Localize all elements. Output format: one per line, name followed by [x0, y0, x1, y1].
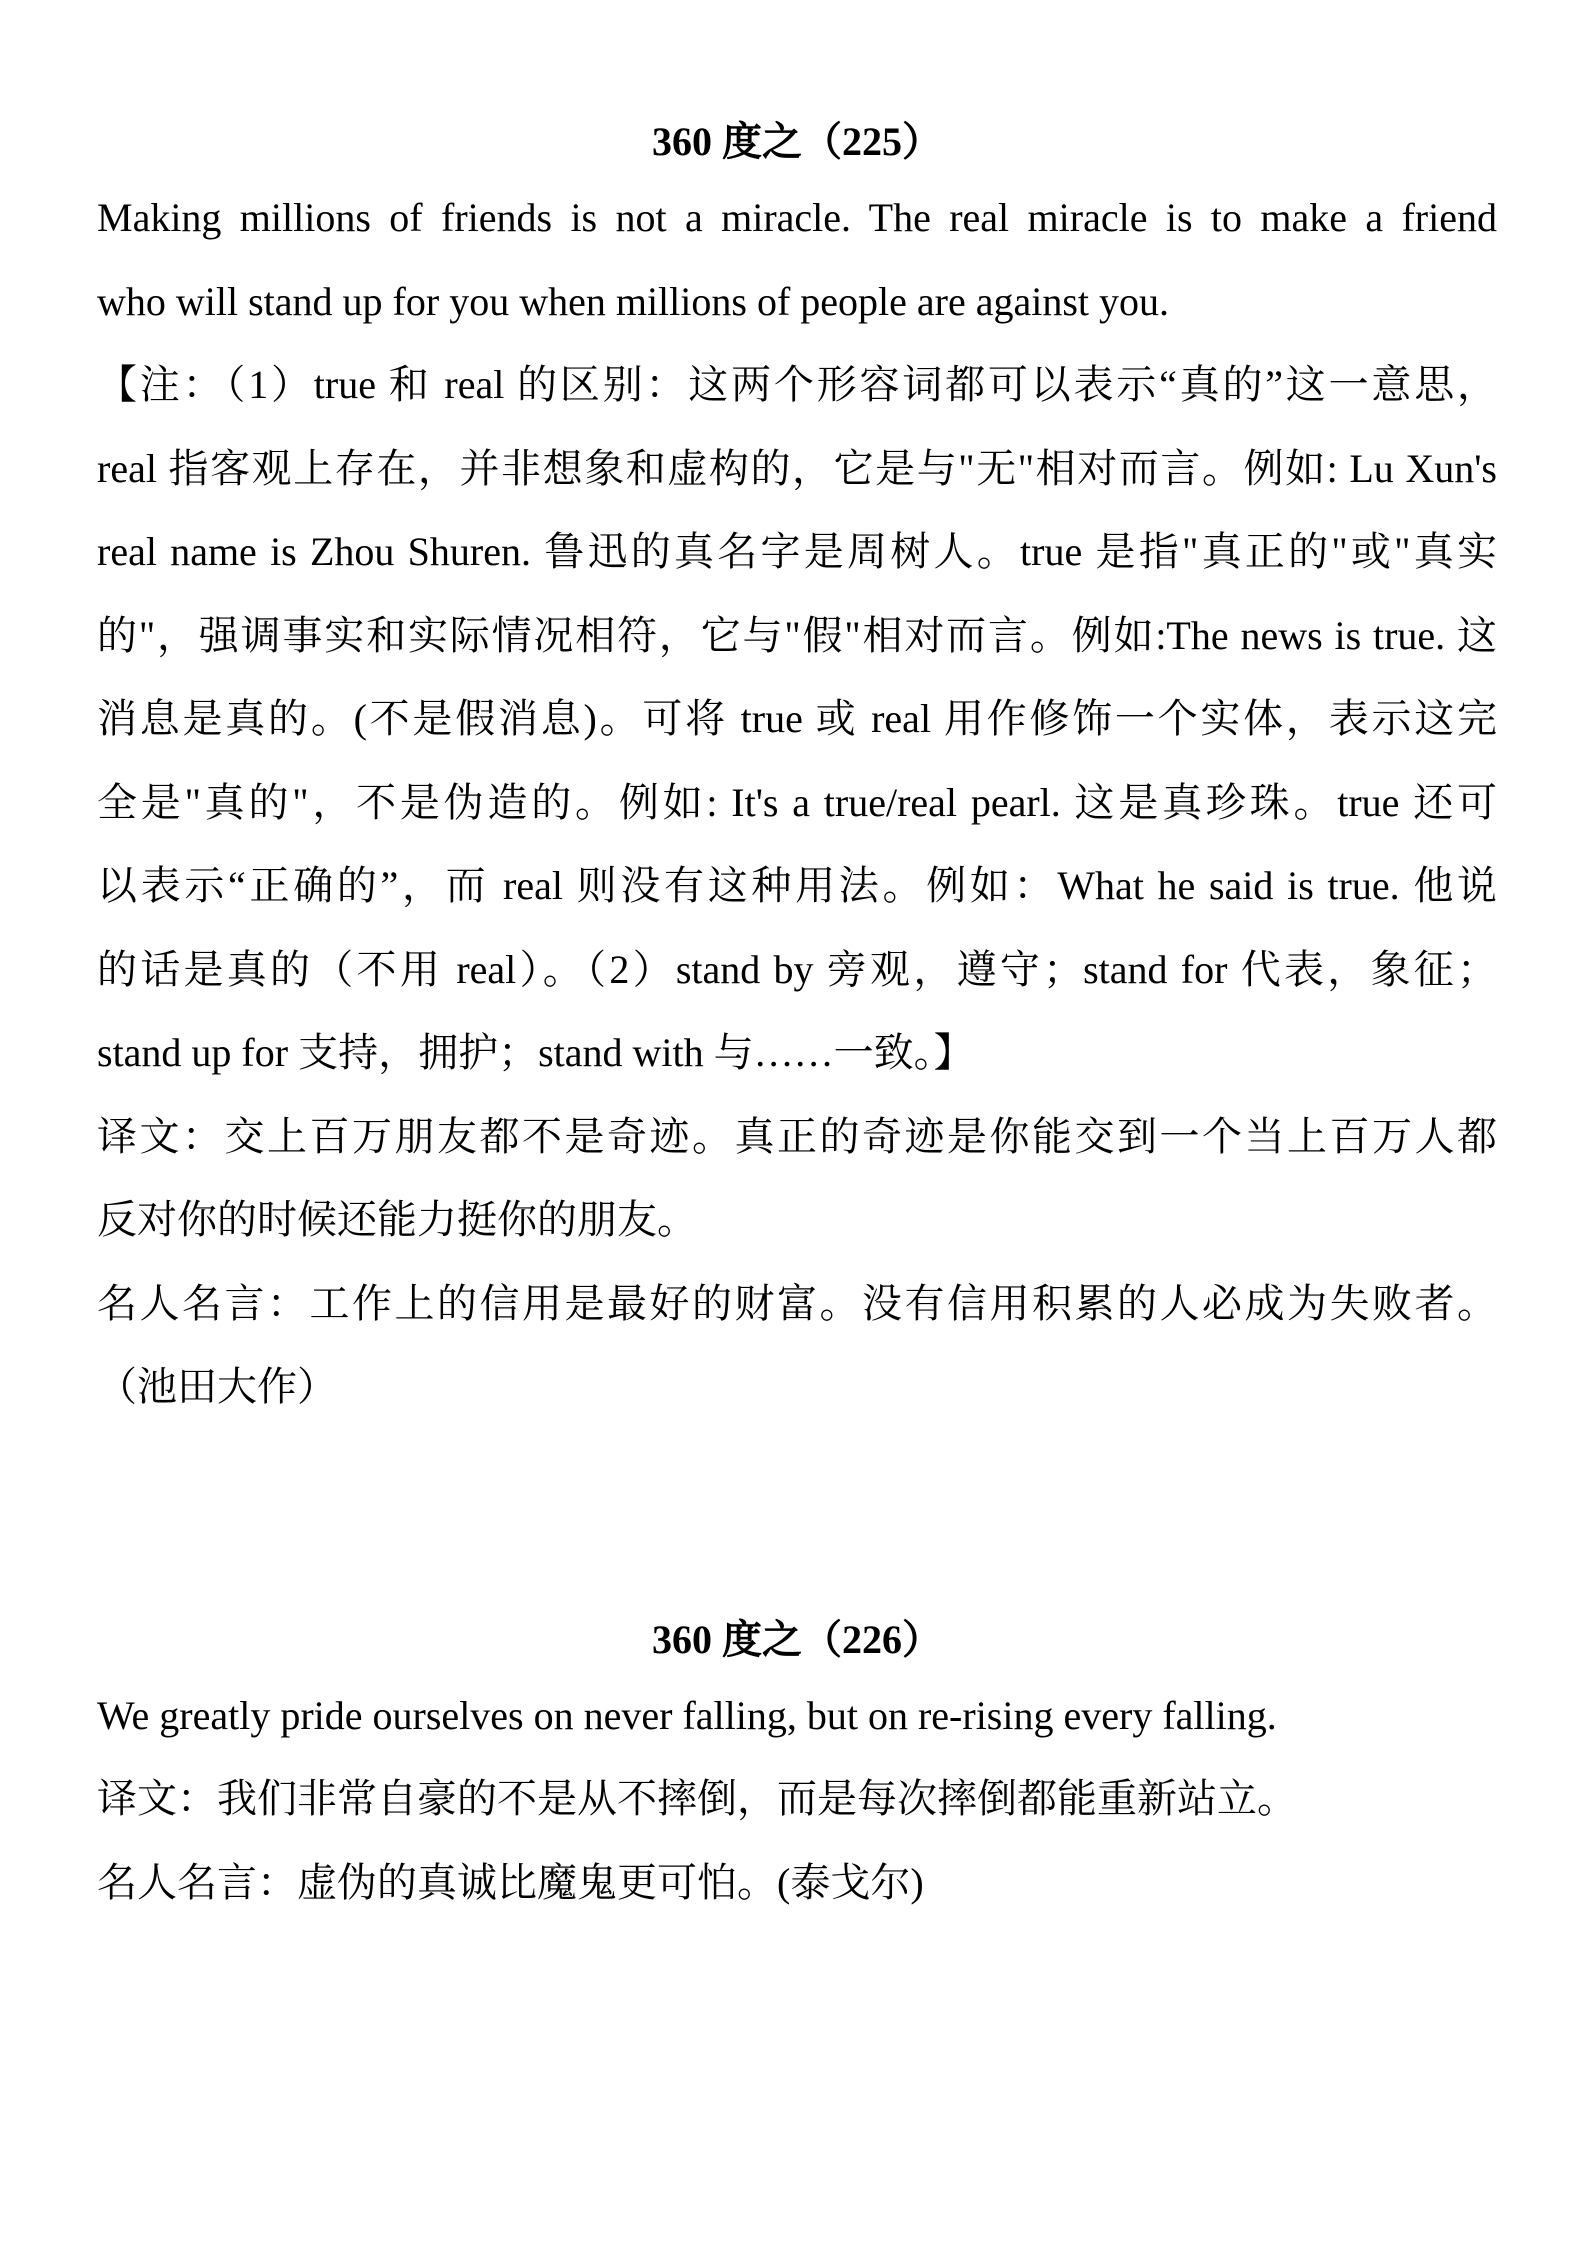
text-line: 译文：我们非常自豪的不是从不摔倒，而是每次摔倒都能重新站立。: [97, 1776, 1297, 1821]
text-line: 译文：交上百万朋友都不是奇迹。真正的奇迹是你能交到一个当上百万人都: [97, 1113, 1497, 1159]
section-225: [97, 108, 1497, 1429]
text-line: 名人名言：工作上的信用是最好的财富。没有信用积累的人必成为失败者。: [97, 1280, 1497, 1326]
text-line: We greatly pride ourselves on never falling, but on re-rising every falling.: [97, 1692, 1277, 1738]
text-line: 的"，强调事实和实际情况相符，它与"假"相对而言。例如:The news is true. 这: [97, 612, 1497, 658]
text-line: 名人名言：虚伪的真诚比魔鬼更可怕。(泰戈尔): [97, 1859, 924, 1905]
text-line: real name is Zhou Shuren. 鲁迅的真名字是周树人。true 是指"真正的"或"真实: [97, 529, 1497, 574]
text-line: （池田大作）: [97, 1364, 337, 1409]
text-line: 以表示“正确的”，而 real 则没有这种用法。例如：What he said is true. 他说: [97, 863, 1497, 908]
text-line: 全是"真的"，不是伪造的。例如: It's a true/real pearl. 这是真珍珠。true 还可: [97, 779, 1497, 825]
text-line: Making millions of friends is not a miracle. The real miracle is to make a friend: [97, 195, 1497, 240]
text-line: real 指客观上存在，并非想象和虚构的，它是与"无"相对而言。例如: Lu Xun's: [97, 445, 1497, 491]
text-line: 消息是真的。(不是假消息)。可将 true 或 real 用作修饰一个实体，表示这完: [97, 696, 1497, 741]
section-title: 360 度之（225）: [652, 119, 942, 164]
section-spacer: [97, 1429, 1497, 1606]
text-line: 的话是真的（不用 real）。（2）stand by 旁观，遵守；stand for 代表，象征；: [97, 946, 1497, 992]
section-title: 360 度之（226）: [652, 1616, 942, 1662]
document-content: [97, 108, 1497, 1924]
text-line: stand up for 支持，拥护；stand with 与……一致。】: [97, 1030, 974, 1075]
text-line: 【注：（1）true 和 real 的区别：这两个形容词都可以表示“真的”这一意思，: [97, 362, 1497, 407]
section-226: [97, 1606, 1497, 1925]
text-line: who will stand up for you when millions of people are against you.: [97, 278, 1170, 324]
text-line: 反对你的时候还能力挺你的朋友。: [97, 1197, 697, 1242]
